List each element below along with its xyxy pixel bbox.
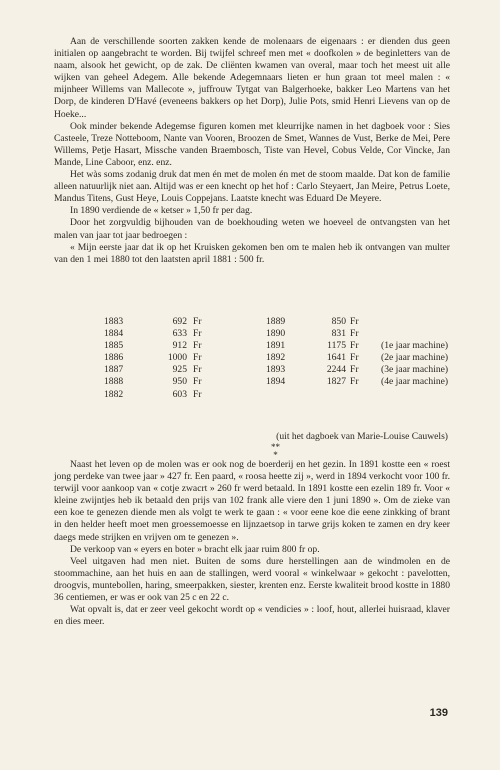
paragraph: Wat opvalt is, dat er zeer veel gekocht wordt op « vendicies » : loof, hout, allerlei huisraad, klaver en dies meer.	[54, 604, 450, 628]
table-row	[104, 352, 464, 364]
unit-cell: Fr	[350, 316, 359, 327]
amount-cell: 603	[172, 388, 187, 400]
note-cell: (1e jaar machine)	[381, 340, 449, 352]
unit-cell: Fr	[193, 352, 202, 364]
unit-cell: Fr	[350, 328, 359, 340]
paragraph: Aan de verschillende soorten zakken kende de molenaars de eigenaars : er dienden dus geen initialen op aangebracht te worden. Bij twijfel schreef men met « doofkolen » de beginletters van de naam, alsook het gewicht, op de zak. De cliënten kwamen van overal, maar toch het meest uit alle wijken van geheel Adegem. Alle bekende Adegemnaars lieten er hun graan tot meel malen : « mijnheer Willems van Mallecote », juffrouw Tytgat van Balgerhoeke, bakker Leo Martens van het Dorp, de kinderen D'Havé (eveneens bakkers op het Dorp), Julie Pots, smid Henri Lievens van op de Hoeke...	[54, 36, 450, 120]
amount-cell: 692	[172, 316, 187, 327]
table-row	[104, 328, 464, 340]
year-cell: 1883	[104, 316, 124, 327]
paragraph: Ook minder bekende Adegemse figuren komen met kleurrijke namen in het dagboek voor : Sies Casteele, Treze Notteboom, Nante van Vooren, Broozen de Smet, Wannes de Vust, Berke de Mei, Pere Willems, Petje Hasart, Missche vanden Braembosch, Tiste van Hevel, Cobus Velde, Cor Vincke, Jan Mande, Line Caboor, enz. enz.	[54, 120, 450, 168]
amount-cell: 1175	[327, 340, 346, 352]
amount-cell: 1827	[326, 376, 346, 388]
amount-cell: 925	[172, 364, 187, 376]
amount-cell: 1641	[326, 352, 346, 364]
year-cell: 1882	[104, 388, 124, 400]
year-cell: 1889	[266, 316, 286, 327]
year-cell: 1890	[266, 328, 286, 340]
unit-cell: Fr	[193, 340, 202, 352]
year-cell: 1888	[104, 376, 124, 388]
table-row	[104, 389, 464, 401]
unit-cell: Fr	[350, 340, 359, 352]
amount-cell: 950	[172, 376, 187, 388]
amount-cell: 912	[172, 340, 187, 352]
table-row	[104, 340, 464, 352]
body-text-bottom	[54, 459, 450, 628]
unit-cell: Fr	[350, 352, 359, 364]
unit-cell: Fr	[193, 376, 202, 388]
paragraph: « Mijn eerste jaar dat ik op het Kruisken gekomen ben om te malen heb ik ontvangen van multer van den 1 mei 1880 tot den laatsten april 1881 : 500 fr.	[54, 241, 450, 265]
paragraph: De verkoop van « eyers en boter » bracht elk jaar ruim 800 fr op.	[70, 543, 320, 555]
year-cell: 1891	[266, 340, 286, 352]
year-cell: 1884	[104, 328, 124, 340]
amount-cell: 2244	[326, 364, 346, 376]
amount-cell: 850	[331, 316, 346, 327]
paragraph: Naast het leven op de molen was er ook nog de boerderij en het gezin. In 1891 kostte een « roest jong perdeke van twee jaar » 427 fr. Een paard, « roosa heette zij », werd in 1894 verkocht voor 100 fr. terwijl voor aankoop van « cotje zwacrt » 260 fr werd betaald. In 1891 kostte een ezelin 189 fr. Voor « kleine zwijntjes heb ik betaald den prijs van 102 frank alle viere den 1 juni 1890 ». Om de zieke van een koe te genezen diende men als volgt te werk te gaan : « voor eene koe die eene zinkking of brant in den helder heeft moet men groessemoesse en lijnzaetsop in tarwe grijs koken te zamen en dry keer daegs mede strijken en vrijven om te genezen ».	[54, 459, 450, 543]
body-text-top	[54, 36, 450, 266]
year-cell: 1894	[266, 376, 286, 388]
year-cell: 1893	[266, 364, 286, 376]
table-row	[104, 364, 464, 376]
table-row	[104, 316, 464, 328]
unit-cell: Fr	[193, 328, 202, 340]
year-cell: 1887	[104, 364, 124, 376]
unit-cell: Fr	[350, 376, 359, 388]
income-table	[104, 316, 464, 401]
page-number: 139	[429, 707, 448, 719]
note-cell: (4e jaar machine)	[381, 376, 449, 388]
unit-cell: Fr	[350, 364, 359, 376]
year-cell: 1885	[104, 340, 124, 352]
unit-cell: Fr	[193, 388, 202, 400]
unit-cell: Fr	[193, 364, 202, 376]
paragraph: Veel uitgaven had men niet. Buiten de soms dure herstellingen aan de windmolen en de stoommachine, aan het huis en aan de stallingen, werd vooral « winkelwaar » gekocht : pavelotten, droogvis, muntebollen, haring, smeerpakken, siester, krenten enz. Eerste kwaliteit brood kostte in 1880 36 centiemen, er was er ook van 25 c en 22 c.	[54, 555, 450, 604]
paragraph: In 1890 verdiende de « ketser » 1,50 fr per dag.	[70, 205, 253, 217]
table-row	[104, 376, 464, 388]
section-separator: ** *	[271, 442, 280, 460]
year-cell: 1892	[266, 352, 286, 364]
source-citation: (uit het dagboek van Marie-Louise Cauwels)	[276, 431, 448, 442]
note-cell: (3e jaar machine)	[381, 364, 449, 376]
unit-cell: Fr	[193, 316, 202, 327]
amount-cell: 831	[331, 328, 346, 340]
paragraph: Het wàs soms zodanig druk dat men én met de molen én met de stoom maalde. Dat kon de familie alleen natuurlijk niet aan. Altijd was er een knecht op het hof : Carlo Steyaert, Jan Meire, Petrus Loete, Mandus Titens, Gust Heye, Louis Coppejans. Laatste knecht was Eduard De Meyere.	[54, 169, 450, 205]
amount-cell: 633	[172, 328, 187, 340]
note-cell: (2e jaar machine)	[381, 352, 449, 364]
year-cell: 1886	[104, 352, 124, 364]
amount-cell: 1000	[167, 352, 187, 364]
paragraph: Door het zorgvuldig bijhouden van de boekhouding weten we hoeveel de ontvangsten van het malen van jaar tot jaar bedroegen :	[54, 217, 450, 241]
